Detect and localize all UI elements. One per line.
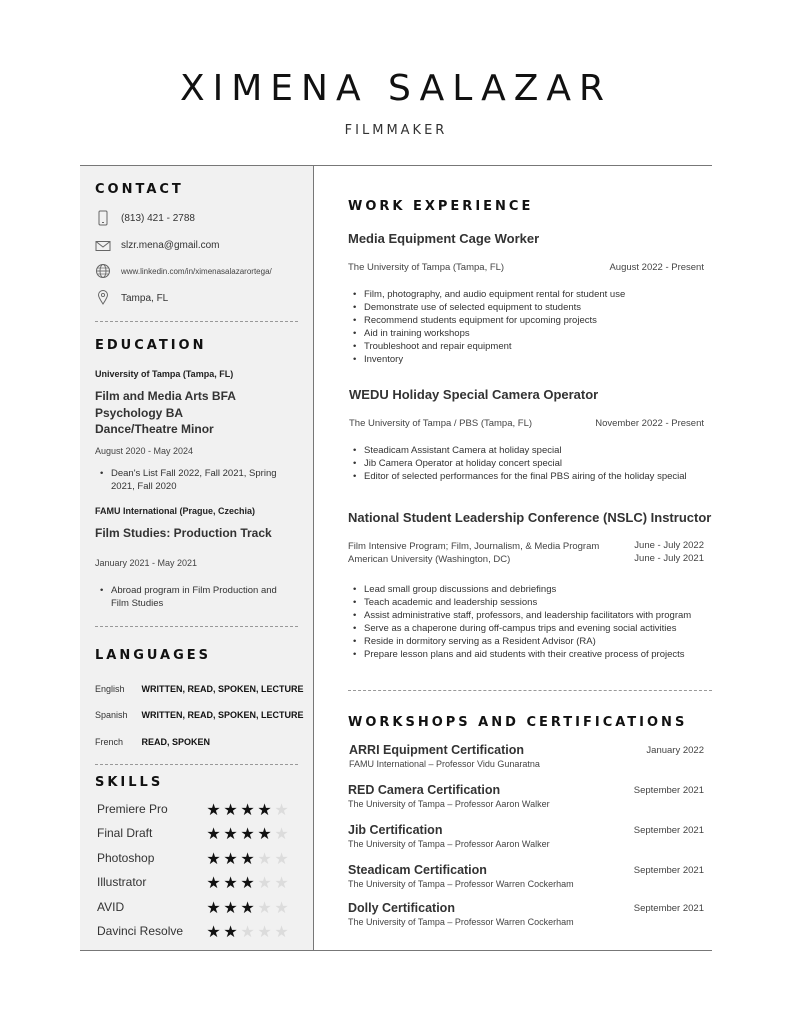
star-filled-icon: ★ xyxy=(206,900,221,917)
language-level: READ, SPOKEN xyxy=(141,737,210,747)
certification-date: September 2021 xyxy=(633,903,704,914)
job-title: National Student Leadership Conference (NSLC) Instructor xyxy=(348,510,712,525)
list-item: • Film, photography, and audio equipment rental for student use xyxy=(348,288,708,301)
phone-icon xyxy=(95,210,111,226)
degree: Film and Media Arts BFA xyxy=(95,389,236,403)
star-filled-icon: ★ xyxy=(223,924,238,941)
star-filled-icon: ★ xyxy=(206,826,221,843)
list-item: • Demonstrate use of selected equipment to students xyxy=(348,301,708,314)
star-filled-icon: ★ xyxy=(257,826,272,843)
resume-role: FILMMAKER xyxy=(344,123,448,138)
skill-name: Davinci Resolve xyxy=(97,924,184,938)
map-pin-icon xyxy=(95,289,111,305)
contact-heading: CONTACT xyxy=(95,182,184,197)
skill-name: Photoshop xyxy=(97,851,155,865)
list-item: • Lead small group discussions and debriefings xyxy=(348,583,710,596)
star-empty-icon: ★ xyxy=(274,851,289,868)
certification-date: January 2022 xyxy=(646,745,704,756)
certification-issuer: FAMU International – Professor Vidu Gunaratna xyxy=(349,759,540,769)
certification-issuer: The University of Tampa – Professor Warren Cockerham xyxy=(348,917,574,927)
star-filled-icon: ★ xyxy=(240,826,255,843)
resume-name: XIMENA SALAZAR xyxy=(179,68,613,109)
certification-title: RED Camera Certification xyxy=(348,783,501,797)
contact-linkedin[interactable]: www.linkedin.com/in/ximenasalazarortega/ xyxy=(121,267,272,276)
job-title: Media Equipment Cage Worker xyxy=(348,231,540,246)
column-divider xyxy=(313,166,314,950)
certification-date: September 2021 xyxy=(633,825,704,836)
skill-row xyxy=(97,826,297,844)
school-name: FAMU International (Prague, Czechia) xyxy=(95,506,256,516)
job-org: Film Intensive Program; Film, Journalism, & Media Program xyxy=(348,541,600,552)
skill-row xyxy=(97,900,297,918)
star-filled-icon: ★ xyxy=(223,875,238,892)
skill-row xyxy=(97,875,297,893)
language-name: Spanish xyxy=(95,710,128,720)
skills-heading: SKILLS xyxy=(95,775,164,790)
language-row xyxy=(95,679,305,697)
star-empty-icon: ★ xyxy=(274,900,289,917)
list-item: • Reside in dormitory serving as a Resident Advisor (RA) xyxy=(348,635,710,648)
certification-issuer: The University of Tampa – Professor Aaron Walker xyxy=(348,839,550,849)
skill-name: AVID xyxy=(97,900,125,914)
list-item: • Inventory xyxy=(348,353,708,366)
list-item: • Serve as a chaperone during off-campus trips and evening social activities xyxy=(348,622,710,635)
job-org: American University (Washington, DC) xyxy=(348,554,511,565)
section-divider xyxy=(95,626,298,627)
contact-email[interactable]: slzr.mena@gmail.com xyxy=(121,240,220,251)
globe-icon xyxy=(95,263,111,279)
star-filled-icon: ★ xyxy=(223,851,238,868)
degree: Film Studies: Production Track xyxy=(95,526,272,540)
list-item: • Steadicam Assistant Camera at holiday special xyxy=(348,444,710,457)
education-bullets xyxy=(95,467,295,493)
language-row xyxy=(95,705,305,723)
language-level: WRITTEN, READ, SPOKEN, LECTURE xyxy=(141,684,304,694)
certification-date: September 2021 xyxy=(633,865,704,876)
list-item: • Aid in training workshops xyxy=(348,327,708,340)
job-org: The University of Tampa (Tampa, FL) xyxy=(348,262,505,273)
language-name: French xyxy=(95,737,124,747)
star-filled-icon: ★ xyxy=(206,875,221,892)
experience-heading: WORK EXPERIENCE xyxy=(348,199,534,214)
section-divider xyxy=(95,321,298,322)
skill-name: Final Draft xyxy=(97,826,153,840)
education-dates: August 2020 - May 2024 xyxy=(95,446,194,456)
school-name: University of Tampa (Tampa, FL) xyxy=(95,369,234,379)
star-filled-icon: ★ xyxy=(240,851,255,868)
list-item: • Prepare lesson plans and aid students with their creative process of projects xyxy=(348,648,710,661)
certification-issuer: The University of Tampa – Professor Warren Cockerham xyxy=(348,879,574,889)
section-divider xyxy=(95,764,298,765)
star-empty-icon: ★ xyxy=(274,802,289,819)
skill-row xyxy=(97,851,297,869)
list-item: • Editor of selected performances for the final PBS airing of the holiday special xyxy=(348,470,710,483)
contact-location: Tampa, FL xyxy=(121,293,169,304)
job-bullets xyxy=(348,288,708,366)
language-name: English xyxy=(95,684,125,694)
star-rating xyxy=(205,824,290,844)
list-item: • Assist administrative staff, professors, and leadership facilitators with program xyxy=(348,609,710,622)
job-dates: August 2022 - Present xyxy=(609,262,704,273)
star-filled-icon: ★ xyxy=(206,802,221,819)
certifications-heading: WORKSHOPS AND CERTIFICATIONS xyxy=(348,715,688,730)
star-rating xyxy=(205,873,290,893)
star-filled-icon: ★ xyxy=(206,851,221,868)
star-filled-icon: ★ xyxy=(223,802,238,819)
job-dates: June - July 2021 xyxy=(634,553,704,564)
degree-list xyxy=(95,388,236,438)
list-item: • Teach academic and leadership sessions xyxy=(348,596,710,609)
star-filled-icon: ★ xyxy=(223,900,238,917)
star-empty-icon: ★ xyxy=(274,826,289,843)
education-heading: EDUCATION xyxy=(95,338,207,353)
list-item: • Troubleshoot and repair equipment xyxy=(348,340,708,353)
contact-phone: (813) 421 - 2788 xyxy=(121,213,195,224)
job-dates: November 2022 - Present xyxy=(595,418,704,429)
star-filled-icon: ★ xyxy=(240,900,255,917)
certification-title: Jib Certification xyxy=(348,823,443,837)
education-dates: January 2021 - May 2021 xyxy=(95,558,198,568)
list-item: • Abroad program in Film Production and Film Studies xyxy=(95,584,285,610)
job-dates: June - July 2022 xyxy=(634,540,704,551)
list-item: • Dean's List Fall 2022, Fall 2021, Spring 2021, Fall 2020 xyxy=(95,467,295,493)
job-title: WEDU Holiday Special Camera Operator xyxy=(349,387,599,402)
certification-title: ARRI Equipment Certification xyxy=(349,743,525,757)
skill-name: Illustrator xyxy=(97,875,147,889)
job-org: The University of Tampa / PBS (Tampa, FL) xyxy=(349,418,533,429)
degree: Psychology BA xyxy=(95,405,184,420)
list-item: • Jib Camera Operator at holiday concert special xyxy=(348,457,710,470)
star-rating xyxy=(205,849,290,869)
education-bullets xyxy=(95,584,285,610)
star-empty-icon: ★ xyxy=(257,875,272,892)
star-filled-icon: ★ xyxy=(257,802,272,819)
job-bullets xyxy=(348,583,710,661)
language-level: WRITTEN, READ, SPOKEN, LECTURE xyxy=(141,710,304,720)
skill-row xyxy=(97,802,297,820)
star-filled-icon: ★ xyxy=(240,875,255,892)
star-empty-icon: ★ xyxy=(257,900,272,917)
list-item: • Recommend students equipment for upcoming projects xyxy=(348,314,708,327)
bottom-divider xyxy=(80,950,712,951)
certification-title: Dolly Certification xyxy=(348,901,455,915)
star-empty-icon: ★ xyxy=(274,924,289,941)
skill-row xyxy=(97,924,297,942)
envelope-icon xyxy=(95,238,111,254)
star-empty-icon: ★ xyxy=(274,875,289,892)
star-empty-icon: ★ xyxy=(257,851,272,868)
language-row xyxy=(95,732,305,750)
skill-name: Premiere Pro xyxy=(97,802,168,816)
star-filled-icon: ★ xyxy=(223,826,238,843)
certification-issuer: The University of Tampa – Professor Aaron Walker xyxy=(348,799,550,809)
star-rating xyxy=(205,800,290,820)
degree: Dance/Theatre Minor xyxy=(95,422,214,436)
star-filled-icon: ★ xyxy=(240,802,255,819)
certification-title: Steadicam Certification xyxy=(348,863,487,877)
languages-heading: LANGUAGES xyxy=(95,648,212,663)
certification-date: September 2021 xyxy=(633,785,704,796)
star-empty-icon: ★ xyxy=(240,924,255,941)
star-rating xyxy=(205,922,290,942)
star-rating xyxy=(205,898,290,918)
star-filled-icon: ★ xyxy=(206,924,221,941)
star-empty-icon: ★ xyxy=(257,924,272,941)
section-divider xyxy=(348,690,712,691)
job-bullets xyxy=(348,444,710,483)
